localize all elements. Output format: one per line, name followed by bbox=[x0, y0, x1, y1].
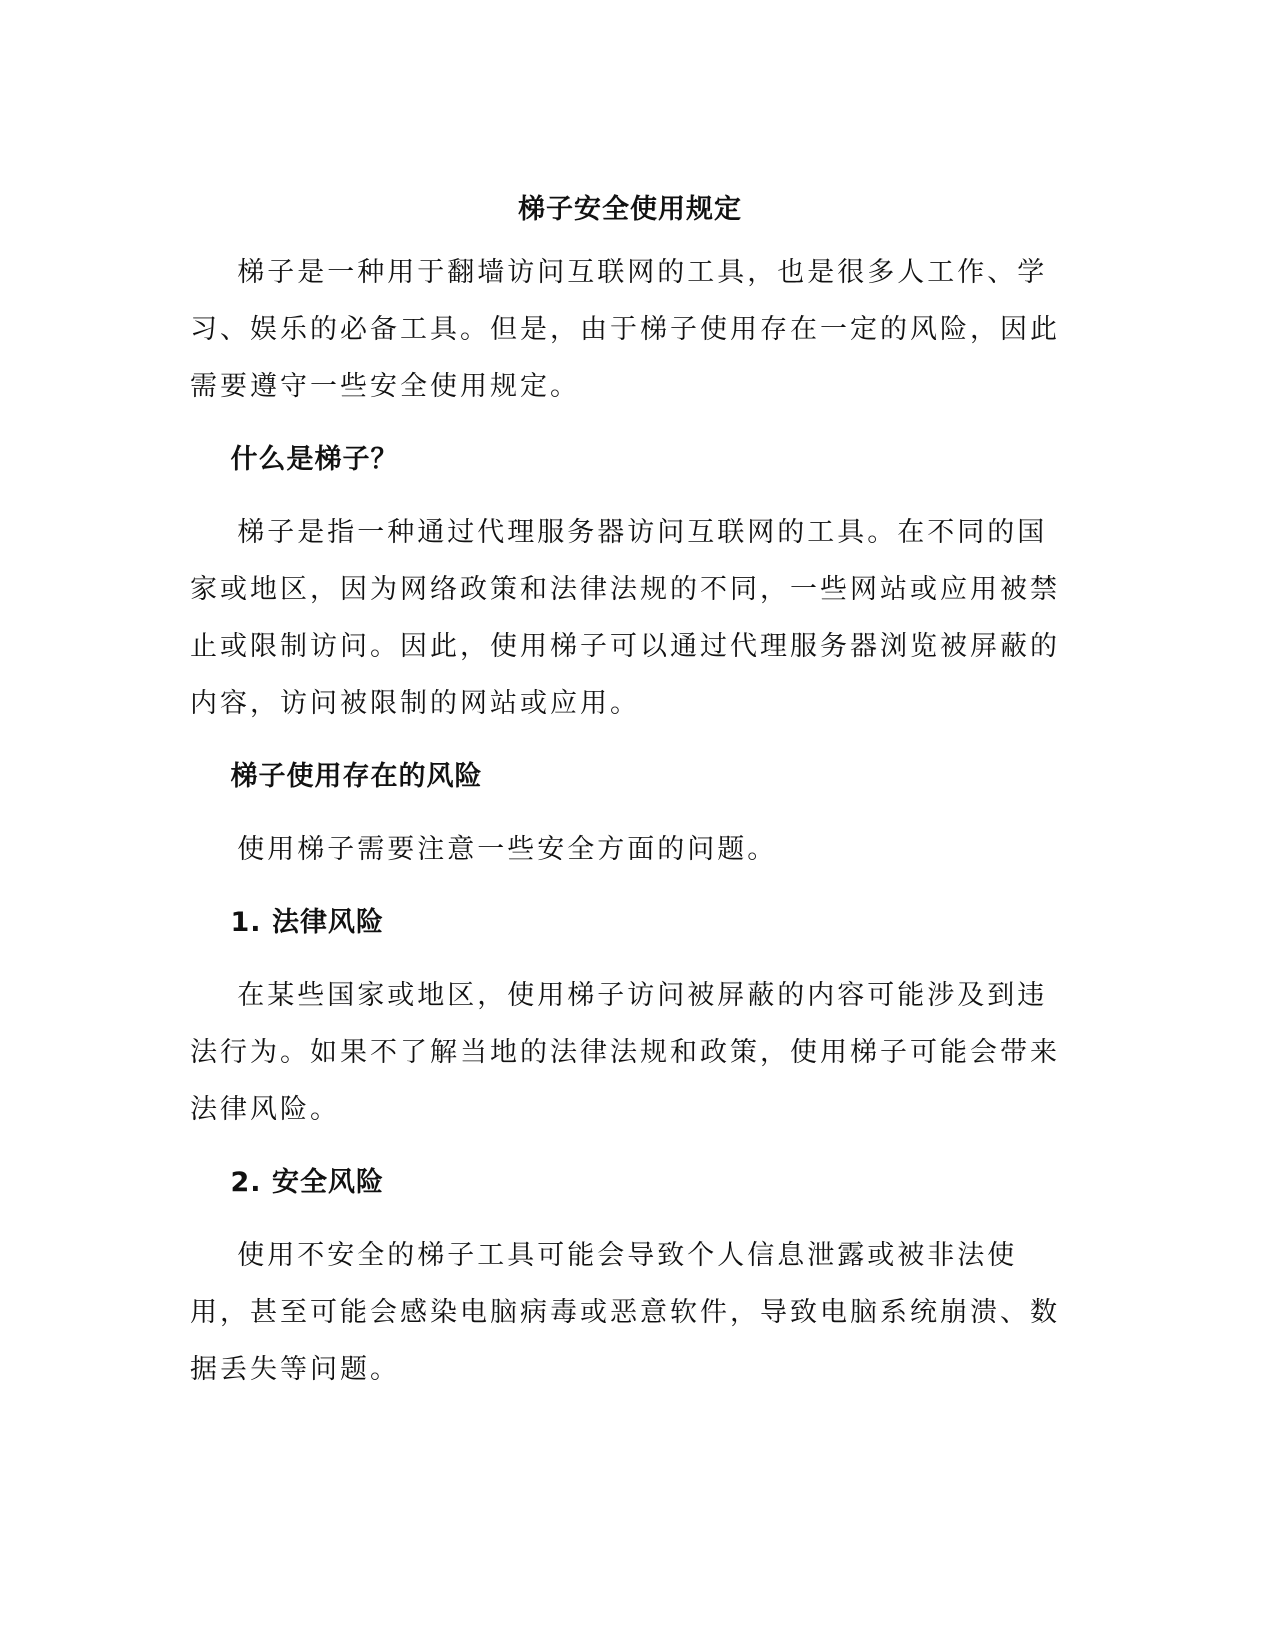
section-heading-risks: 梯子使用存在的风险 bbox=[230, 761, 483, 792]
document-body bbox=[190, 190, 1070, 1414]
risk-paragraph-security: 使用不安全的梯子工具可能会导致个人信息泄露或被非法使用，甚至可能会感染电脑病毒或恶意软件，导致电脑系统崩溃、数据丢失等问题。 bbox=[190, 1240, 1060, 1385]
section-heading-what: 什么是梯子？ bbox=[230, 444, 399, 475]
risk-paragraph-legal: 在某些国家或地区，使用梯子访问被屏蔽的内容可能涉及到违法行为。如果不了解当地的法律法规和政策，使用梯子可能会带来法律风险。 bbox=[190, 980, 1060, 1125]
section-paragraph-what: 梯子是指一种通过代理服务器访问互联网的工具。在不同的国家或地区，因为网络政策和法律法规的不同，一些网站或应用被禁止或限制访问。因此，使用梯子可以通过代理服务器浏览被屏蔽的内容，访问被限制的网站或应用。 bbox=[190, 517, 1060, 719]
risk-heading-legal: 1. 法律风险 bbox=[230, 907, 384, 938]
intro-paragraph: 梯子是一种用于翻墙访问互联网的工具，也是很多人工作、学习、娱乐的必备工具。但是，由于梯子使用存在一定的风险，因此需要遵守一些安全使用规定。 bbox=[190, 257, 1060, 402]
risk-heading-security: 2. 安全风险 bbox=[230, 1167, 384, 1198]
document-title: 梯子安全使用规定 bbox=[518, 194, 742, 225]
section-paragraph-risks: 使用梯子需要注意一些安全方面的问题。 bbox=[237, 834, 778, 865]
